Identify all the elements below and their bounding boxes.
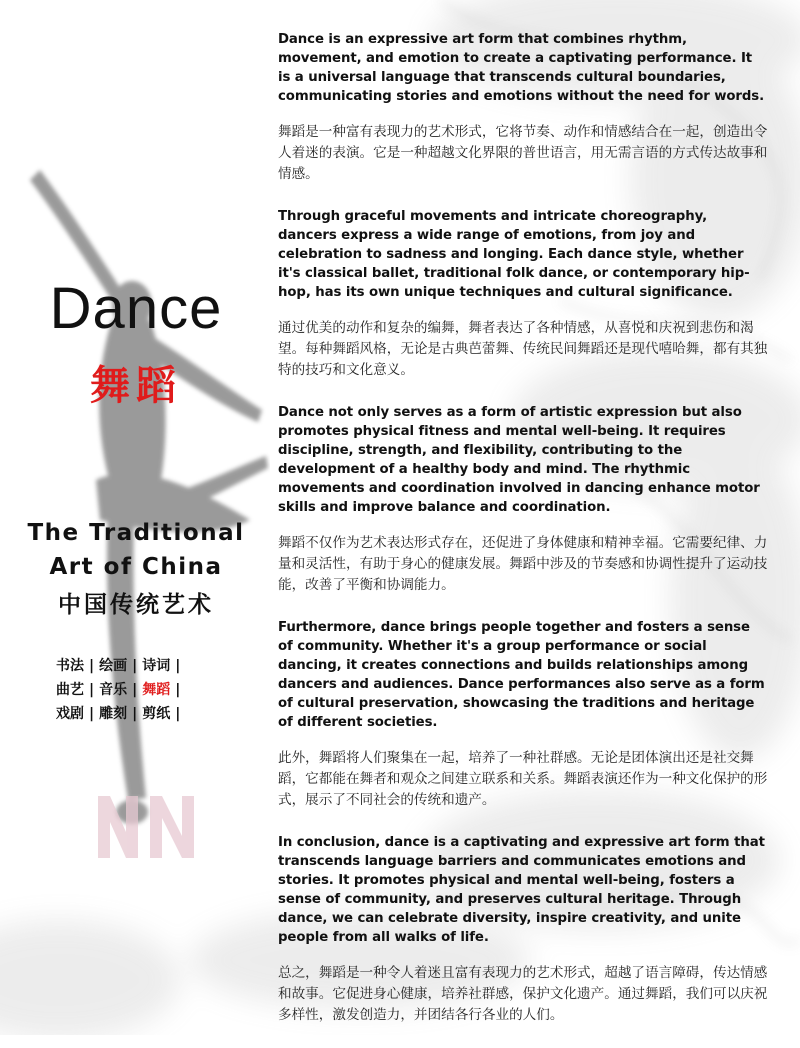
arts-row [56,702,256,726]
page-title: Dance [49,276,223,341]
separator: | [89,658,95,674]
paragraph-english: Dance is an expressive art form that combines rhythm, movement, and emotion to create a captivating performance. It is a universal language that transcends cultural boundaries, communicating stories and emotions without the need for words. [278,32,765,104]
art-item: 音乐 [99,682,128,698]
watermark-logo [92,792,204,862]
art-item: 戏剧 [56,706,84,722]
separator: | [175,682,181,698]
arts-row [56,654,256,678]
art-item: 绘画 [99,658,128,674]
art-item: 剪纸 [142,706,171,722]
paragraph-chinese: 舞蹈不仅作为艺术表达形式存在，还促进了身体健康和精神幸福。它需要纪律、力量和灵活性，有助于身心的健康发展。舞蹈中涉及的节奏感和协调性提升了运动技能，改善了平衡和协调能力。 [278,535,768,593]
page-title-chinese: 舞蹈 [90,363,182,409]
separator: | [89,706,95,722]
subtitle-chinese: 中国传统艺术 [58,592,214,618]
separator: | [132,682,138,698]
paragraph-english: Dance not only serves as a form of artistic expression but also promotes physical fitness and mental well-being. It requires discipline, strength, and flexibility, contributing to the development of a healthy body and mind. The rhythmic movements and coordination involved in dancing enhance motor skills and improve balance and coordination. [278,405,760,515]
article-body [278,30,768,1048]
arts-list [56,654,256,726]
arts-row [56,678,256,702]
art-item-highlighted: 舞蹈 [142,682,171,698]
separator: | [89,682,95,698]
art-item: 诗词 [142,658,171,674]
art-item: 雕刻 [99,706,128,722]
paragraph-chinese: 总之，舞蹈是一种令人着迷且富有表现力的艺术形式，超越了语言障碍，传达情感和故事。它促进身心健康，培养社群感，保护文化遗产。通过舞蹈，我们可以庆祝多样性，激发创造力，并团结各行各业的人们。 [278,965,768,1023]
separator: | [175,658,181,674]
paragraph-chinese: 此外，舞蹈将人们聚集在一起，培养了一种社群感。无论是团体演出还是社交舞蹈，它都能在舞者和观众之间建立联系和关系。舞蹈表演还作为一种文化保护的形式，展示了不同社会的传统和遗产。 [278,750,768,808]
separator: | [175,706,181,722]
separator: | [132,706,138,722]
subtitle-english: The Traditional Art of China [27,520,245,580]
paragraph-english: In conclusion, dance is a captivating and expressive art form that transcends language barriers and communicates emotions and stories. It promotes physical and mental well-being, fosters a sense of community, and preserves cultural heritage. Through dance, we can celebrate diversity, inspire creativity, and unite people from all walks of life. [278,835,765,945]
paragraph-chinese: 舞蹈是一种富有表现力的艺术形式，它将节奏、动作和情感结合在一起，创造出令人着迷的表演。它是一种超越文化界限的普世语言，用无需言语的方式传达故事和情感。 [278,124,768,182]
paragraph-english: Through graceful movements and intricate choreography, dancers express a wide range of emotions, from joy and celebration to sadness and longing. Each dance style, whether it's classical ballet, traditional folk dance, or contemporary hip-hop, has its own unique techniques and cultural significance. [278,209,750,300]
paragraph-english: Furthermore, dance brings people together and fosters a sense of community. Whether it's a group performance or social dancing, it creates connections and builds relationships among dancers and audiences. Dance performances also serve as a form of cultural preservation, showcasing the traditions and heritage of different societies. [278,620,765,730]
separator: | [132,658,138,674]
paragraph-chinese: 通过优美的动作和复杂的编舞，舞者表达了各种情感，从喜悦和庆祝到悲伤和渴望。每种舞蹈风格，无论是古典芭蕾舞、传统民间舞蹈还是现代嘻哈舞，都有其独特的技巧和文化意义。 [278,320,768,378]
art-item: 书法 [56,658,84,674]
art-item: 曲艺 [56,682,84,698]
